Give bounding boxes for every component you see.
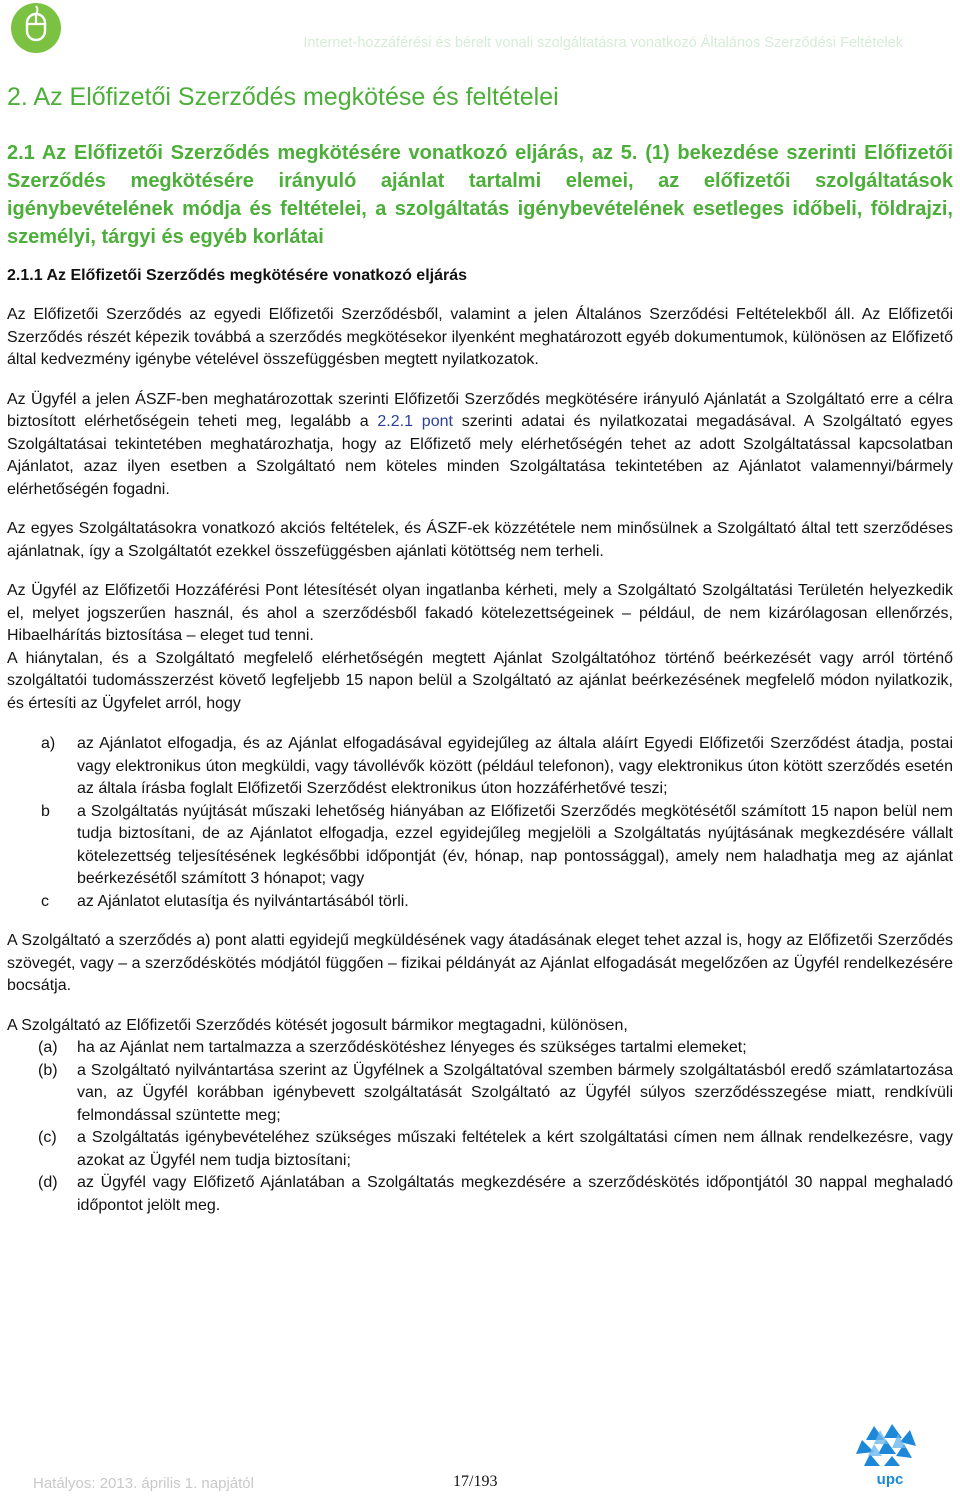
list-item-text: a Szolgáltatás nyújtását műszaki lehetőség hiányában az Előfizetői Szerződés megkötésétől számított 15 napon belül nem tudja biztosítani, de az Ajánlatot elfogadja, ezzel egyidejűleg megjelöli a Szolgáltatás nyújtásának megkezdésére vállalt kötelezettség teljesítésének legkésőbbi időpontját (év, hónap, nap pontossággal), amely nem haladhatja meg az ajánlat beérkezésétől számított 3 hónapot; vagy bbox=[77, 802, 953, 887]
running-header: Internet-hozzáférési és bérelt vonali szolgáltatásra vonatkozó Általános Szerződési Feltételek bbox=[303, 35, 903, 51]
paragraph-contract-composition: Az Előfizetői Szerződés az egyedi Előfizetői Szerződésből, valamint a jelen Általános Szerződési Feltételekből áll. Az Előfizetői Szerződés részét képezik továbbá a szerződés megkötésekor ilyenként meghatározott egyéb dokumentumok, különösen az Előfizető által kedvezmény igénybe vételével összefüggésben megtett nyilatkozatok. bbox=[7, 306, 953, 368]
subsection-heading: 2.1 Az Előfizetői Szerződés megkötésére vonatkozó eljárás, az 5. (1) bekezdése szerinti Előfizetői Szerződés megkötésére irányuló ajánlat tartalmi elemei, az előfizetői szolgáltatások igénybevételének módja és feltételei, a szolgáltatás igénybevételének esetleges időbeli, földrajzi, személyi, tárgyi és egyéb korlátai bbox=[7, 142, 953, 248]
list-marker: a) bbox=[41, 735, 56, 752]
list-item bbox=[7, 1037, 953, 1060]
section-heading: 2. Az Előfizetői Szerződés megkötése és feltételei bbox=[7, 83, 559, 111]
list-item-text: a Szolgáltatás igénybevételéhez szükséges műszaki feltételek a kért szolgáltatási címen nem állnak rendelkezésre, vagy azokat az Ügyfél nem tudja biztosítani; bbox=[77, 1129, 953, 1169]
paragraph-refusal-intro: A Szolgáltató az Előfizetői Szerződés kötését jogosult bármikor megtagadni, különösen, bbox=[7, 1016, 628, 1034]
subsubsection-heading: 2.1.1 Az Előfizetői Szerződés megkötésére vonatkozó eljárás bbox=[7, 267, 468, 284]
document-body bbox=[7, 75, 953, 1217]
paragraph-promotional-terms: Az egyes Szolgáltatásokra vonatkozó akciós feltételek, és ÁSZF-ek közzététele nem minősülnek a Szolgáltató által tett szerződéses ajánlatnak, így a Szolgáltatót ezekkel összefüggésben ajánlati kötöttség nem terheli. bbox=[7, 520, 953, 560]
list-marker: (b) bbox=[38, 1061, 58, 1079]
list-marker: (d) bbox=[38, 1174, 58, 1191]
upc-logo-text: upc bbox=[876, 1471, 904, 1488]
refusal-reasons-list bbox=[7, 1037, 953, 1217]
list-item-text: ha az Ajánlat nem tartalmazza a szerződéskötéshez lényeges és szükséges tartalmi elemeket; bbox=[77, 1039, 747, 1056]
list-item bbox=[7, 891, 953, 914]
list-item-text: az Ajánlatot elfogadja, és az Ajánlat elfogadásával egyidejűleg az általa aláírt Egyedi Előfizetői Szerződést átadja, postai vagy elektronikus úton megküldi, vagy távollévők között (például telefonon), vagy elektronikus úton kötött szerződés esetén az általa írásba foglalt Előfizetői Szerződést elektronikus úton hozzáférhetővé teszi; bbox=[77, 735, 953, 797]
paragraph-offer-response: A hiánytalan, és a Szolgáltató megfelelő elérhetőségén megtett Ajánlat Szolgáltatóhoz történő beérkezését vagy arról történő szolgáltatói tudomásszerzést követő legfeljebb 15 napon belül a Szolgáltató az ajánlat beérkezésének megfelelő módon nyilatkozik, és értesíti az Ügyfelet arról, hogy bbox=[7, 649, 953, 712]
upc-logo bbox=[852, 1422, 924, 1488]
list-marker: (c) bbox=[38, 1129, 57, 1146]
list-marker: (a) bbox=[38, 1039, 58, 1056]
list-item-text: az Ügyfél vagy Előfizető Ajánlatában a Szolgáltatás megkezdésére a szerződéskötés időpontjától 30 nappal meghaladó időpontot jelölt meg. bbox=[77, 1174, 953, 1214]
paragraph-text: szerinti adatai és nyilatkozatai megadásával. A Szolgáltató egyes Szolgáltatásai tekintetében meghatározhatja, hogy az Előfizető mely elérhetőségén tehet az adott Szolgáltatással kapcsolatban Ajánlatot, azaz ilyen esetben a Szolgáltató nem köteles minden Szolgáltatása tekintetében az Ajánlatot valamennyi/bármely elérhetőségén fogadni. bbox=[7, 413, 954, 498]
paragraph-contract-delivery: A Szolgáltató a szerződés a) pont alatti egyidejű megküldésének vagy átadásának eleget tehet azzal is, hogy az Előfizetői Szerződés szövegét, vagy – a szerződéskötés módjától függően – fizikai példányát az Ajánlat elfogadását megelőzően az Ügyfél rendelkezésére bocsátja. bbox=[7, 932, 953, 994]
paragraph-access-point: Az Ügyfél az Előfizetői Hozzáférési Pont létesítését olyan ingatlanba kérheti, mely a Szolgáltató Szolgáltatási Területén helyezkedik el, melyet jogszerűen használ, és ahol a szerződésből fakadó kötelezettségeinek – például, de nem kizárólagosan ellenőrzés, Hibaelhárítás biztosítása – eleget tud tenni. bbox=[7, 582, 953, 644]
page-number: 17/193 bbox=[453, 1473, 498, 1490]
footer-effective-date: Hatályos: 2013. április 1. napjától bbox=[33, 1475, 254, 1492]
list-marker: c bbox=[41, 892, 49, 910]
mouse-icon bbox=[10, 2, 62, 54]
response-options-list bbox=[7, 733, 953, 913]
section-reference-link[interactable]: 2.2.1 pont bbox=[377, 413, 453, 430]
list-item-text: a Szolgáltató nyilvántartása szerint az Ügyfélnek a Szolgáltatóval szemben bármely szolgáltatásból eredő számlatartozása van, az Ügyfél korábban igénybevett szolgáltatását Szolgáltató az Ügyfél súlyos szerződésszegése miatt, rendkívüli felmondással szüntette meg; bbox=[77, 1061, 953, 1124]
list-item bbox=[7, 1127, 953, 1172]
list-item-text: az Ajánlatot elutasítja és nyilvántartásából törli. bbox=[77, 892, 409, 910]
paragraph-offer-submission bbox=[7, 389, 953, 502]
list-item bbox=[7, 733, 953, 801]
list-item bbox=[7, 1172, 953, 1217]
paragraph-text: Az Ügyfél a jelen ÁSZF-ben meghatározottak szerinti Előfizetői Szerződés megkötésére irányuló Ajánlatát a Szolgáltató erre a célra biztosított elérhetőségein teheti meg, legalább a bbox=[7, 390, 953, 430]
list-item bbox=[7, 801, 953, 891]
list-item bbox=[7, 1060, 953, 1128]
list-marker: b bbox=[41, 802, 50, 820]
